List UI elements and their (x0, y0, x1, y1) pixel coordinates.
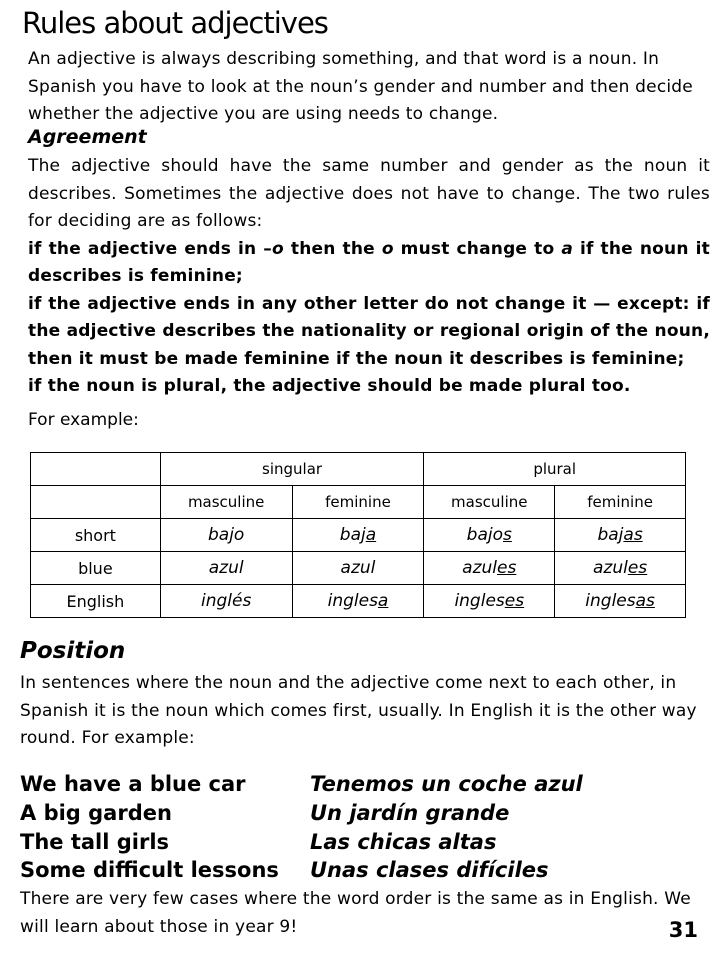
adjective-form: azul (292, 552, 424, 585)
agreement-section (28, 153, 710, 401)
header-masculine: masculine (160, 486, 292, 519)
adjective-form: inglesa (292, 585, 424, 618)
adjective-form: inglés (160, 585, 292, 618)
row-label: blue (31, 552, 161, 585)
adjective-form: bajas (555, 519, 686, 552)
header-plural: plural (424, 453, 686, 486)
adjective-form: baja (292, 519, 424, 552)
example-english: Some difficult lessons (20, 858, 279, 882)
header-singular: singular (160, 453, 424, 486)
adjective-form: bajo (160, 519, 292, 552)
adjective-form: azules (555, 552, 686, 585)
table-sub-header-row (31, 486, 686, 519)
table-corner-cell (31, 486, 161, 519)
rule-ending-o: if the adjective ends in –o then the o must change to a if the noun it describes is feminine; (28, 238, 710, 286)
row-label: short (31, 519, 161, 552)
agreement-body: The adjective should have the same number and gender as the noun it describes. Sometimes the adjective does not have to change. The two rules for deciding are as follows: (28, 156, 710, 231)
intro-paragraph: An adjective is always describing something, and that word is a noun. In Spanish you have to look at the noun’s gender and number and then decide whether the adjective you are using needs to change. (28, 49, 693, 124)
closing-paragraph: There are very few cases where the word order is the same as in English. We will learn about those in year 9! (20, 889, 691, 937)
page-title: Rules about adjectives (22, 6, 328, 40)
header-masculine: masculine (424, 486, 555, 519)
example-english: A big garden (20, 801, 172, 825)
table-row (31, 585, 686, 618)
adjective-form: azul (160, 552, 292, 585)
position-body: In sentences where the noun and the adjective come next to each other, in Spanish it is the noun which comes first, usually. In English it is the other way round. For example: (20, 673, 697, 748)
rule-other-letter: if the adjective ends in any other letter do not change it — except: if the adjective describes the nationality or regional origin of the noun, then it must be made feminine if the noun it describes is feminine; (28, 293, 710, 369)
adjective-form: ingleses (424, 585, 555, 618)
page-number: 31 (668, 918, 698, 942)
position-heading: Position (20, 638, 126, 664)
table-row (31, 519, 686, 552)
table-group-header-row (31, 453, 686, 486)
for-example-label: For example: (28, 410, 139, 430)
example-english: We have a blue car (20, 772, 246, 796)
example-spanish: Las chicas altas (310, 830, 497, 854)
header-feminine: feminine (555, 486, 686, 519)
example-spanish: Tenemos un coche azul (310, 772, 583, 796)
adjective-agreement-table (30, 452, 686, 618)
example-spanish: Unas clases difíciles (310, 858, 549, 882)
table-corner-cell (31, 453, 161, 486)
row-label: English (31, 585, 161, 618)
agreement-heading: Agreement (28, 126, 147, 148)
adjective-form: bajos (424, 519, 555, 552)
adjective-form: inglesas (555, 585, 686, 618)
adjective-form: azules (424, 552, 555, 585)
rule-plural: if the noun is plural, the adjective should be made plural too. (28, 376, 631, 396)
header-feminine: feminine (292, 486, 424, 519)
table-row (31, 552, 686, 585)
example-spanish: Un jardín grande (310, 801, 510, 825)
example-english: The tall girls (20, 830, 170, 854)
